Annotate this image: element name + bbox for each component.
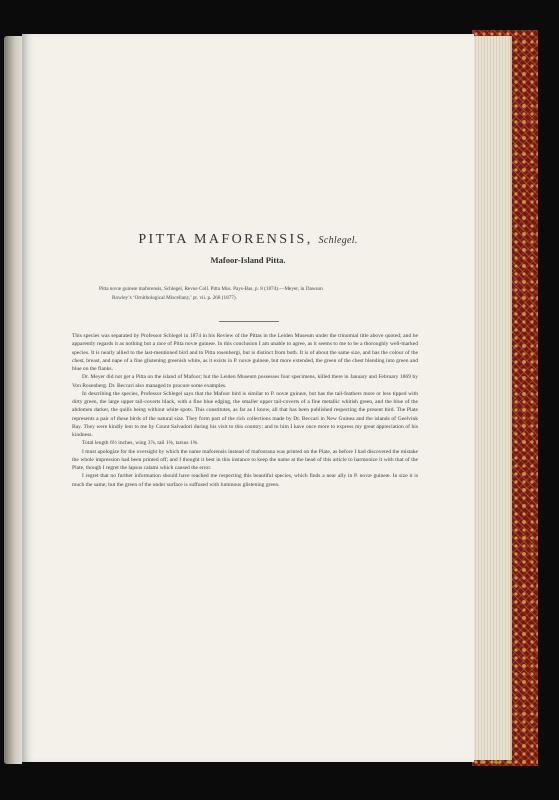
paragraph: Dr. Meyer did not get a Pitta on the island of Mafoor; but the Leiden Museum possesses four specimens, killed there in January and February 1869 by Von Rosenberg. Dr. Beccari also managed to procure some examples. xyxy=(72,374,418,389)
page-title xyxy=(22,232,474,248)
paragraph: I regret that no further information should have reached me respecting this beautiful species, which finds a near ally in P. novæ guineæ. In size it is much the same; but the green of the under surface is suffused with luminous glistening green. xyxy=(72,473,418,488)
divider-rule xyxy=(219,321,279,322)
species-author: Schlegel. xyxy=(318,235,358,246)
common-name: Mafoor-Island Pitta. xyxy=(210,255,286,265)
paragraph: This species was separated by Professor Schlegel in 1874 in his Review of the Pittas in the Leiden Museum under the trinomial title above quoted; and he apparently regards it as nothing but a race of Pitta novæ guineæ. In this conclusion I am unable to agree, as it seems to me to be a thoroughly well-marked species. It is nearly allied to the last-mentioned bird and to Pitta rosenbergi, but is distinct from both. It is of about the same size, and has the colour of the chest, breast, and nape of a fine glistening greenish white, as it exists in P. novæ guineæ, but more extended, the green of the chest blending into green and blue on the flanks. xyxy=(72,333,418,372)
synonymy-block xyxy=(99,285,399,303)
paragraph: I must apologize for the oversight by which the name maforensis instead of mafoorana was printed on the Plate, as before I had discovered the mistake the whole impression had been printed off; and I thought it best in this instance to keep the name at the head of this article to harmonize it with that of the Plate, though I regret the lapsus calami which caused the error. xyxy=(72,448,418,471)
paragraph: In describing the species, Professor Schlegel says that the Mafoor bird is similar to P. novæ guineæ, but has the tail-feathers more or less tipped with dirty green, the large upper tail-coverts black, with a fine blue edging, the smaller upper tail-coverts of a fine metallic whitish green, and the blue of the abdomen darker, the quills being without white spots. This constitutes, as far as I know, all that has been published respecting the present bird. The Plate represents a pair of these birds of the natural size. They form part of the rich collections made by Dr. Beccari in New Guinea and the islands of Geelvink Bay. They were kindly lent to me by Count Salvadori during his visit to this country; and to him I have once more to express my great appreciation of his kindness. xyxy=(72,390,418,438)
book-page xyxy=(22,34,474,762)
left-page-edge xyxy=(4,36,22,764)
body-text xyxy=(72,332,418,489)
paragraph: Total length 6½ inches, wing 3⅞, tail 1⅜, tarsus 1⅝. xyxy=(82,440,199,447)
open-book xyxy=(4,30,538,766)
species-name: PITTA MAFORENSIS, xyxy=(138,232,313,247)
synonymy-line: Rowley’s ‘Ornithological Miscellany,’ pt. vii. p. 268 (1877). xyxy=(112,295,237,301)
synonymy-line: Pitta novæ guineæ maforensis, Schlegel, Revue Coll. Pitta Mus. Pays-Bas, p. 8 (1874).—Meyer, in Dawson xyxy=(99,286,323,292)
page-edges xyxy=(470,36,512,760)
